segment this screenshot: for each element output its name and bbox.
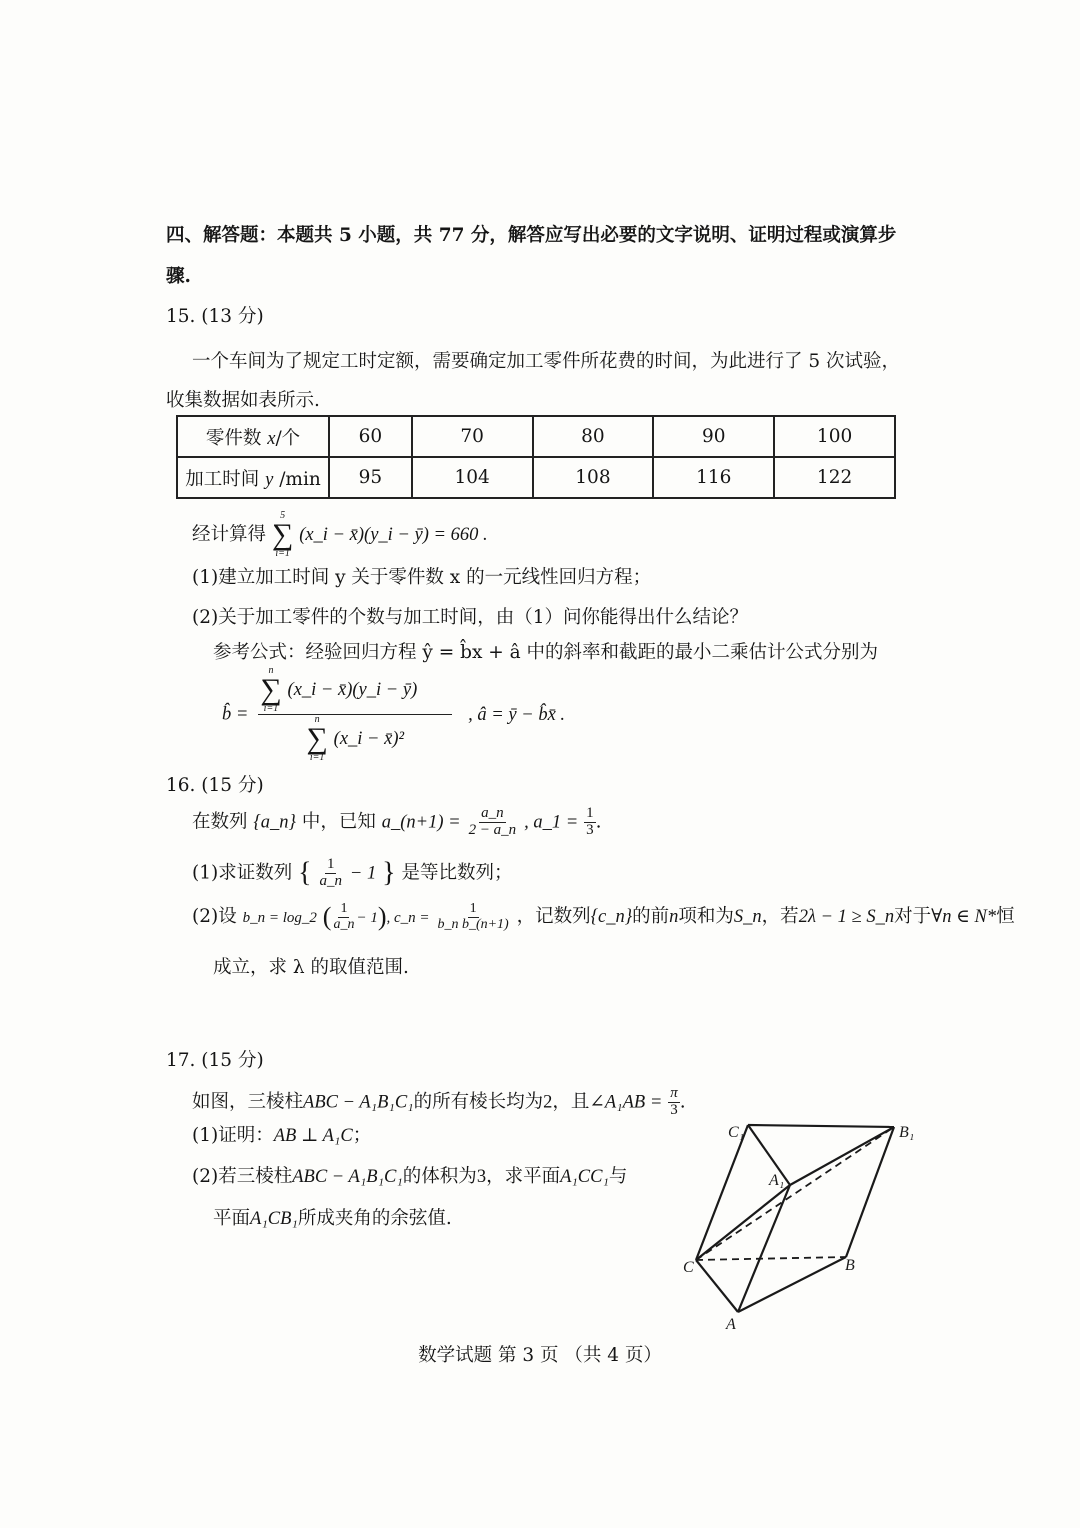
edge-CB1-hidden bbox=[696, 1127, 894, 1260]
q15-data-table bbox=[176, 415, 896, 499]
edge-A1B1 bbox=[790, 1127, 894, 1185]
table-cell: 104 bbox=[412, 457, 533, 498]
table-header-cell: 加工时间 y /min bbox=[177, 457, 329, 498]
q17-part2: (2)若三棱柱ABC − A₁B₁C₁的体积为3，求平面A₁CC₁与 bbox=[192, 1166, 628, 1187]
table-row bbox=[177, 416, 895, 457]
q17-title: 17. (15 分) bbox=[166, 1050, 264, 1071]
q16-part2-continued: 成立，求 λ 的取值范围. bbox=[213, 957, 409, 978]
prism-figure bbox=[680, 1115, 920, 1335]
q16-line1: 在数列 {a_n} 中，已知 a_(n+1) = $\frac{a\_n}{2 - a\_n}$ , a_1 = $\frac{1}{3}$ . bbox=[192, 805, 602, 838]
q17-part2-continued: 平面A₁CB₁所成夹角的余弦值. bbox=[213, 1208, 452, 1229]
table-cell: 100 bbox=[774, 416, 895, 457]
table-cell: 60 bbox=[329, 416, 412, 457]
edge-CA bbox=[696, 1260, 738, 1312]
edge-A1A bbox=[738, 1185, 790, 1312]
table-row bbox=[177, 457, 895, 498]
summation-symbol: 5 ∑ i=1 bbox=[271, 510, 294, 559]
edge-C1B1 bbox=[748, 1125, 894, 1127]
q16-part1: (1)求证数列 { $\frac{1}{a\_n}$ − 1 } 是等比数列； bbox=[192, 856, 513, 889]
label-B: B bbox=[845, 1257, 855, 1274]
table-cell: 80 bbox=[533, 416, 654, 457]
page-footer: 数学试题 第 3 页 （共 4 页） bbox=[418, 1345, 662, 1366]
edge-CB-hidden bbox=[696, 1257, 846, 1260]
q15-reference-line: 参考公式：经验回归方程 ŷ = b̂x + â 中的斜率和截距的最小二乘估计公式分别为 bbox=[213, 642, 879, 663]
stat-expression: (x_i − x̄)(y_i − ȳ) = 660 . bbox=[299, 525, 488, 545]
table-cell: 116 bbox=[653, 457, 774, 498]
table-cell: 108 bbox=[533, 457, 654, 498]
q17-part1: (1)证明：AB ⊥ A₁C； bbox=[192, 1125, 372, 1146]
edge-AB bbox=[738, 1257, 846, 1312]
table-header-cell: 零件数 x/个 bbox=[177, 416, 329, 457]
regression-fraction: n ∑ i=1 (x_i − x̄)(y_i − ȳ) n ∑ i=1 (x_i − x̄)² bbox=[258, 666, 452, 763]
table-cell: 95 bbox=[329, 457, 412, 498]
label-A: A bbox=[726, 1316, 736, 1333]
section-heading: 四、解答题：本题共 5 小题，共 77 分，解答应写出必要的文字说明、证明过程或演算步 bbox=[166, 225, 897, 246]
q15-stat-line bbox=[192, 511, 488, 559]
q16-part2: (2)设 b_n = log_2 ( $\frac{1}{a\_n}$ − 1), c_n = $\frac{1}{\text{b\_n b\_(n+1)}}$ ，记数列{c_n}的前n项和为S_n，若2λ − 1 ≥ S_n对于∀n ∈ N*恒 bbox=[192, 901, 1015, 932]
formula-a: , â = ȳ − b̂x̄ . bbox=[468, 704, 566, 725]
edge-B1B bbox=[846, 1127, 894, 1257]
q15-formula-b: b̂ = n ∑ i=1 (x_i − x̄)(y_i − ȳ) n ∑ i=1 (x_i − x̄)² , â = ȳ − b̂x̄ . bbox=[222, 665, 566, 763]
q15-part2: (2)关于加工零件的个数与加工时间，由（1）问你能得出什么结论？ bbox=[192, 607, 748, 628]
label-B1: B₁ bbox=[899, 1124, 915, 1141]
q15-title: 15. (13 分) bbox=[166, 306, 264, 327]
label-C1: C₁ bbox=[728, 1124, 745, 1141]
label-C: C bbox=[683, 1259, 694, 1276]
section-heading-continued: 骤. bbox=[166, 266, 191, 287]
q17-line1: 如图，三棱柱ABC − A₁B₁C₁的所有棱长均为2，且∠A₁AB = $\frac{\pi}{3}$ . bbox=[192, 1085, 686, 1118]
q16-title: 16. (15 分) bbox=[166, 775, 264, 796]
label-A1: A₁ bbox=[769, 1172, 785, 1189]
stat-prefix: 经计算得 bbox=[192, 524, 267, 545]
q15-intro-line1: 一个车间为了规定工时定额，需要确定加工零件所花费的时间，为此进行了 5 次试验， bbox=[192, 351, 901, 372]
table-cell: 122 bbox=[774, 457, 895, 498]
q15-intro-line2: 收集数据如表所示. bbox=[166, 390, 320, 411]
q15-part1: (1)建立加工时间 y 关于零件数 x 的一元线性回归方程； bbox=[192, 567, 652, 588]
table-cell: 90 bbox=[653, 416, 774, 457]
table-cell: 70 bbox=[412, 416, 533, 457]
